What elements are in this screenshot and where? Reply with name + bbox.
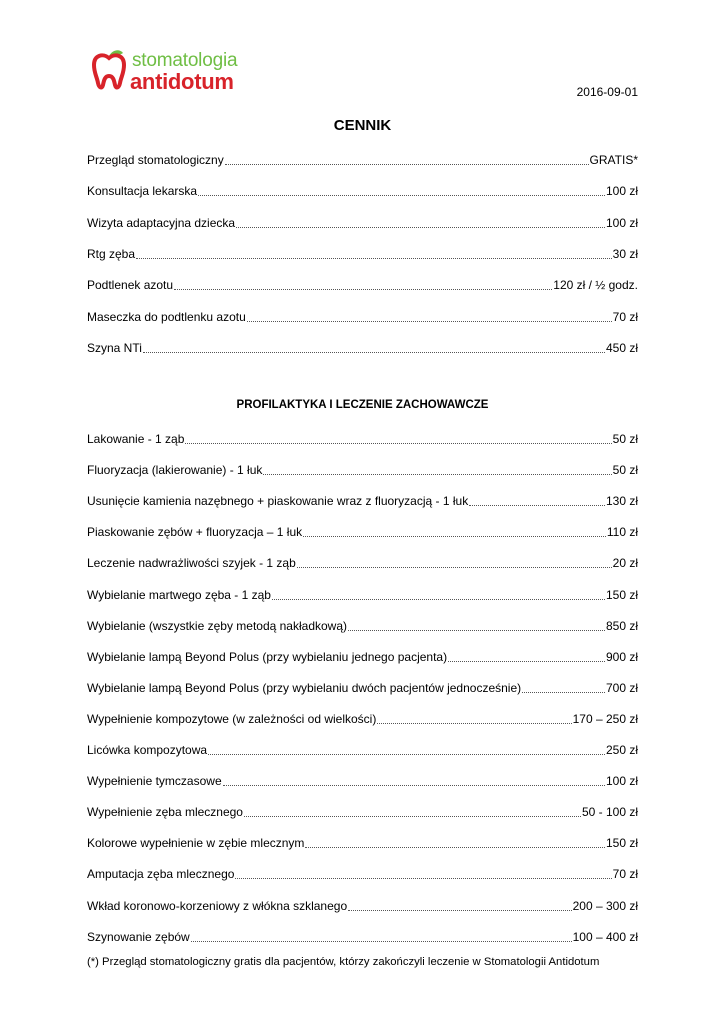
logo-text-line1: stomatologia: [132, 50, 238, 71]
service-price: 70 zł: [612, 309, 638, 324]
dot-leader: [469, 504, 605, 506]
price-row: [87, 710, 638, 726]
service-name: Wybielanie martwego zęba - 1 ząb: [87, 587, 271, 602]
price-row: [87, 554, 638, 570]
service-name: Amputacja zęba mlecznego: [87, 867, 235, 882]
service-name: Licówka kompozytowa: [87, 743, 208, 757]
price-row: [87, 586, 638, 602]
service-name: Podtlenek azotu: [87, 278, 174, 293]
dot-leader: [448, 660, 605, 662]
service-name: Wizyta adaptacyjna dziecka: [87, 215, 236, 230]
service-name: Wybielanie lampą Beyond Polus (przy wybielaniu jednego pacjenta): [87, 649, 448, 664]
service-name: Wypełnienie kompozytowe (w zależności od wielkości): [87, 711, 377, 726]
price-row: [87, 276, 638, 292]
service-name: Usunięcie kamienia nazębnego + piaskowanie wraz z fluoryzacją - 1 łuk: [87, 494, 469, 509]
service-name: Wypełnienie tymczasowe: [87, 774, 222, 789]
service-price: 100 zł: [605, 774, 638, 789]
service-name: Rtg zęba: [87, 246, 136, 261]
price-row: [87, 897, 638, 913]
price-row: [87, 339, 638, 355]
service-price: 450 zł: [605, 340, 638, 355]
service-name: Maseczka do podtlenku azotu: [87, 309, 246, 324]
price-row: [87, 648, 638, 664]
service-price: 250 zł: [605, 743, 638, 757]
page-title: CENNIK: [333, 117, 392, 134]
section-title: PROFILAKTYKA I LECZENIE ZACHOWAWCZE: [236, 399, 489, 411]
dot-leader: [377, 722, 571, 724]
dot-leader: [348, 909, 571, 911]
dot-leader: [174, 288, 552, 290]
dot-leader: [208, 753, 605, 755]
service-price: 120 zł / ½ godz.: [553, 278, 638, 293]
dot-leader: [235, 877, 611, 879]
dot-leader: [303, 535, 606, 537]
price-row: [87, 461, 638, 477]
dot-leader: [247, 320, 612, 322]
service-price: 50 - 100 zł: [581, 805, 638, 820]
service-name: Konsultacja lekarska: [87, 184, 198, 199]
price-row: [87, 245, 638, 261]
dot-leader: [136, 257, 612, 259]
service-name: Leczenie nadwrażliwości szyjek - 1 ząb: [87, 556, 296, 571]
service-name: Piaskowanie zębów + fluoryzacja – 1 łuk: [87, 525, 303, 540]
price-row: [87, 182, 638, 198]
service-price: 70 zł: [612, 867, 638, 882]
price-row: [87, 741, 638, 757]
service-price: 110 zł: [606, 525, 638, 540]
service-price: 200 – 300 zł: [572, 898, 638, 913]
price-row: [87, 617, 638, 633]
price-row: [87, 865, 638, 881]
price-row: [87, 679, 638, 695]
footnote: (*) Przegląd stomatologiczny gratis dla pacjentów, którzy zakończyli leczenie w Stomatologii Antidotum: [87, 956, 600, 968]
service-name: Kolorowe wypełnienie w zębie mlecznym: [87, 836, 305, 851]
dot-leader: [185, 442, 611, 444]
service-price: 150 zł: [605, 836, 638, 851]
service-name: Lakowanie - 1 ząb: [87, 432, 185, 446]
logo-text-line2: antidotum: [130, 69, 234, 94]
service-price: 150 zł: [605, 587, 638, 602]
dot-leader: [191, 940, 572, 942]
service-price: 170 – 250 zł: [572, 711, 638, 726]
dot-leader: [236, 226, 605, 228]
price-row: [87, 214, 638, 230]
dot-leader: [272, 598, 605, 600]
service-price: 850 zł: [605, 618, 638, 633]
price-row: [87, 772, 638, 788]
service-price: 20 zł: [612, 556, 638, 571]
service-price: 100 zł: [605, 215, 638, 230]
service-price: 100 – 400 zł: [572, 929, 638, 944]
price-row: [87, 492, 638, 508]
service-name: Szynowanie zębów: [87, 929, 190, 944]
price-row: [87, 308, 638, 324]
dot-leader: [143, 351, 605, 353]
service-price: GRATIS*: [589, 153, 638, 167]
document-date: 2016-09-01: [576, 85, 638, 99]
dot-leader: [263, 473, 611, 475]
dot-leader: [223, 784, 605, 786]
price-row: [87, 151, 638, 167]
service-price: 50 zł: [612, 463, 638, 478]
dot-leader: [297, 566, 612, 568]
service-price: 30 zł: [612, 246, 638, 261]
tooth-apple-icon: [90, 47, 128, 91]
service-name: Wybielanie (wszystkie zęby metodą nakładkową): [87, 618, 348, 633]
price-row: [87, 430, 638, 446]
service-name: Szyna NTi: [87, 340, 142, 355]
dot-leader: [225, 163, 589, 165]
service-name: Fluoryzacja (lakierowanie) - 1 łuk: [87, 463, 263, 478]
price-row: [87, 928, 638, 944]
logo: [90, 44, 260, 96]
dot-leader: [198, 194, 605, 196]
service-price: 700 zł: [605, 680, 638, 695]
price-row: [87, 523, 638, 539]
service-name: Przegląd stomatologiczny: [87, 153, 224, 167]
service-price: 50 zł: [612, 432, 638, 446]
price-row: [87, 834, 638, 850]
service-name: Wybielanie lampą Beyond Polus (przy wybielaniu dwóch pacjentów jednocześnie): [87, 680, 522, 695]
service-name: Wypełnienie zęba mlecznego: [87, 805, 243, 820]
service-name: Wkład koronowo-korzeniowy z włókna szklanego: [87, 898, 348, 913]
dot-leader: [348, 629, 605, 631]
service-price: 130 zł: [605, 494, 638, 509]
service-price: 900 zł: [605, 649, 638, 664]
dot-leader: [522, 691, 605, 693]
dot-leader: [244, 815, 581, 817]
price-row: [87, 803, 638, 819]
service-price: 100 zł: [605, 184, 638, 199]
dot-leader: [305, 846, 605, 848]
